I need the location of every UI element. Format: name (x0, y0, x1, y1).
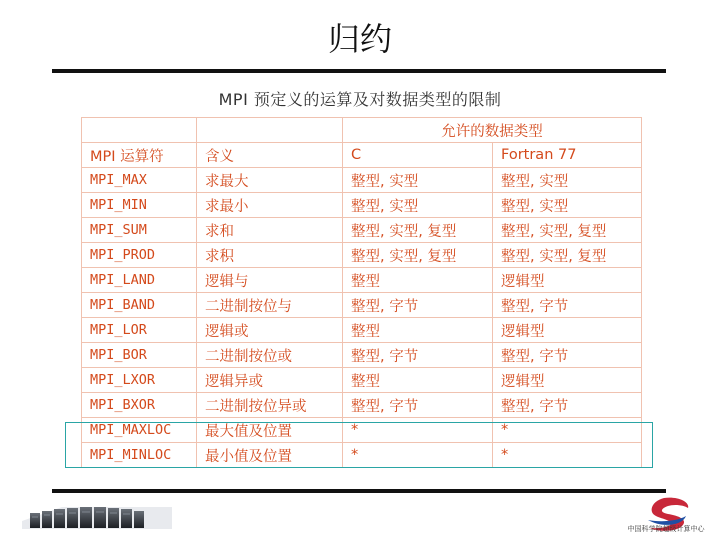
operator-cell: MPI_BAND (82, 293, 197, 318)
meaning-cell: 求最小 (197, 193, 343, 218)
meaning-cell: 二进制按位与 (197, 293, 343, 318)
table-row (82, 443, 642, 468)
fortran-types-cell: 整型, 实型, 复型 (493, 243, 642, 268)
table-row (82, 418, 642, 443)
c-types-cell: 整型, 实型, 复型 (343, 218, 493, 243)
fortran-types-cell: 整型, 字节 (493, 343, 642, 368)
bottom-divider (52, 489, 666, 493)
meaning-cell: 二进制按位或 (197, 343, 343, 368)
meaning-cell: 逻辑或 (197, 318, 343, 343)
c-types-cell: * (343, 418, 493, 443)
table-row (82, 268, 642, 293)
c-types-cell: 整型, 实型 (343, 168, 493, 193)
header-fortran: Fortran 77 (493, 143, 642, 168)
meaning-cell: 二进制按位异或 (197, 393, 343, 418)
operator-cell: MPI_PROD (82, 243, 197, 268)
operator-cell: MPI_MAXLOC (82, 418, 197, 443)
table-row (82, 243, 642, 268)
operator-cell: MPI_MAX (82, 168, 197, 193)
fortran-types-cell: * (493, 418, 642, 443)
slide-title: 归约 (327, 20, 392, 58)
mpi-operations-table (81, 117, 642, 468)
meaning-cell: 求最大 (197, 168, 343, 193)
c-types-cell: 整型 (343, 268, 493, 293)
meaning-cell: 最大值及位置 (197, 418, 343, 443)
top-divider (52, 69, 666, 73)
server-racks-image (22, 499, 172, 529)
header-meaning: 含义 (197, 143, 343, 168)
c-types-cell: 整型, 实型 (343, 193, 493, 218)
c-types-cell: 整型, 字节 (343, 293, 493, 318)
fortran-types-cell: 整型, 实型, 复型 (493, 218, 642, 243)
table-title: MPI 预定义的运算及对数据类型的限制 (218, 90, 502, 109)
operator-cell: MPI_BOR (82, 343, 197, 368)
table-header-row-top (82, 118, 642, 143)
fortran-types-cell: 整型, 字节 (493, 293, 642, 318)
c-types-cell: 整型, 字节 (343, 393, 493, 418)
c-types-cell: 整型 (343, 368, 493, 393)
fortran-types-cell: 逻辑型 (493, 368, 642, 393)
c-types-cell: 整型 (343, 318, 493, 343)
operator-cell: MPI_LOR (82, 318, 197, 343)
table-row (82, 368, 642, 393)
header-blank-meaning (197, 118, 343, 143)
table-row (82, 393, 642, 418)
table-row (82, 293, 642, 318)
fortran-types-cell: 整型, 实型 (493, 168, 642, 193)
operator-cell: MPI_SUM (82, 218, 197, 243)
table-row (82, 343, 642, 368)
fortran-types-cell: 整型, 实型 (493, 193, 642, 218)
operator-cell: MPI_LAND (82, 268, 197, 293)
header-c: C (343, 143, 493, 168)
fortran-types-cell: 逻辑型 (493, 318, 642, 343)
operator-cell: MPI_BXOR (82, 393, 197, 418)
table-row (82, 168, 642, 193)
table-header-row (82, 143, 642, 168)
logo-caption: 中国科学院超级计算中心 (627, 525, 705, 533)
operator-cell: MPI_MINLOC (82, 443, 197, 468)
meaning-cell: 逻辑异或 (197, 368, 343, 393)
fortran-types-cell: * (493, 443, 642, 468)
meaning-cell: 求积 (197, 243, 343, 268)
c-types-cell: 整型, 实型, 复型 (343, 243, 493, 268)
header-blank-operator (82, 118, 197, 143)
fortran-types-cell: 整型, 字节 (493, 393, 642, 418)
meaning-cell: 求和 (197, 218, 343, 243)
table-row (82, 218, 642, 243)
meaning-cell: 逻辑与 (197, 268, 343, 293)
table-row (82, 193, 642, 218)
c-types-cell: * (343, 443, 493, 468)
table-row (82, 318, 642, 343)
operator-cell: MPI_MIN (82, 193, 197, 218)
header-allowed-types: 允许的数据类型 (343, 118, 642, 143)
c-types-cell: 整型, 字节 (343, 343, 493, 368)
operator-cell: MPI_LXOR (82, 368, 197, 393)
header-operator: MPI 运算符 (82, 143, 197, 168)
fortran-types-cell: 逻辑型 (493, 268, 642, 293)
meaning-cell: 最小值及位置 (197, 443, 343, 468)
